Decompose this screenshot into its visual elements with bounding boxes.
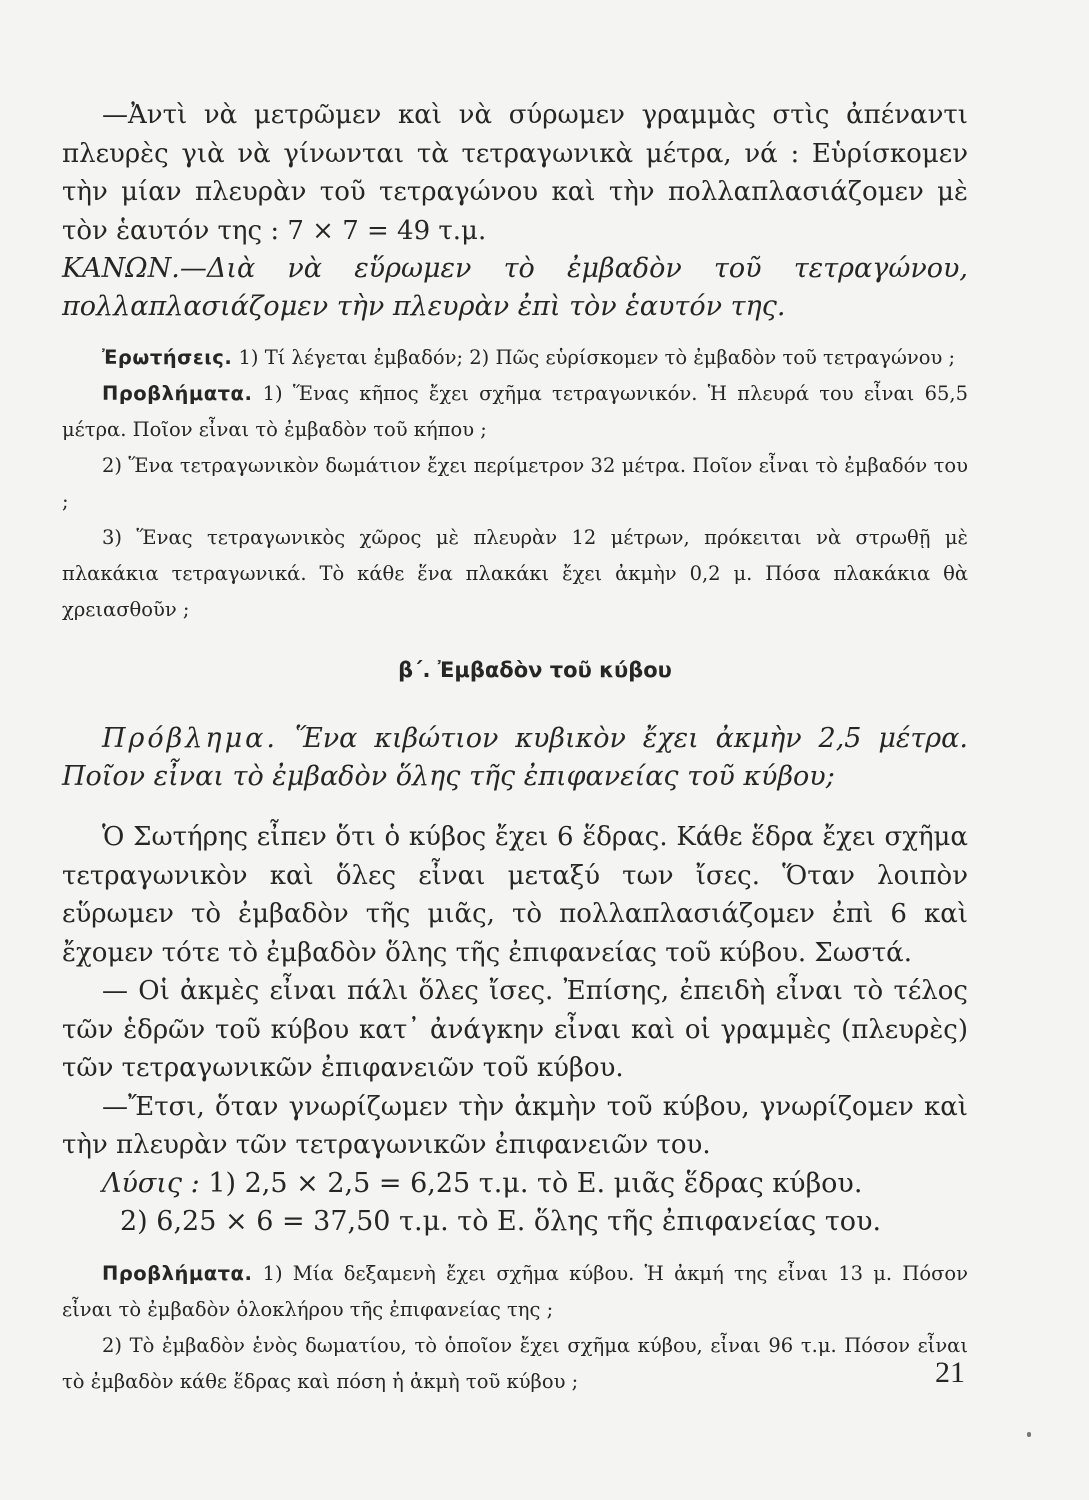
cube-problem-1-text: 1) Μία δεξαμενὴ ἔχει σχῆμα κύβου. Ἡ ἀκμή της εἶναι 13 μ. Πόσον εἶναι τὸ ἐμβαδὸν ὁλοκλήρου τῆς ἐπιφανείας της ; <box>62 1261 968 1321</box>
explanation-paragraph-1: Ὁ Σωτήρης εἶπεν ὅτι ὁ κύβος ἔχει 6 ἕδρας. Κάθε ἕδρα ἔχει σχῆμα τετραγωνικὸν καὶ ὅλες εἶναι μεταξύ των ἴσες. Ὅταν λοιπὸν εὕρωμεν τὸ ἐμβαδὸν τῆς μιᾶς, τὸ πολλαπλασιάζομεν ἐπὶ 6 καὶ ἔχομεν τότε τὸ ἐμβαδὸν ὅλης τῆς ἐπιφανείας τοῦ κύβου. Σωστά. <box>62 822 968 968</box>
solution-1-text: 1) 2,5 × 2,5 = 6,25 τ.μ. τὸ Ε. μιᾶς ἕδρας κύβου. <box>208 1167 863 1199</box>
section-title: β΄. Ἐμβαδὸν τοῦ κύβου <box>398 658 672 682</box>
problems-2-label: Προβλήματα. <box>102 1261 253 1285</box>
cube-problem-2-paragraph: 2) Τὸ ἐμβαδὸν ἑνὸς δωματίου, τὸ ὁποῖον ἔχει σχῆμα κύβου, εἶναι 96 τ.μ. Πόσον εἶναι τὸ ἐμβαδὸν κάθε ἕδρας καὶ πόση ἡ ἀκμὴ τοῦ κύβου ; <box>62 1333 968 1393</box>
problem-1-text: 1) Ἕνας κῆπος ἔχει σχῆμα τετραγωνικόν. Ἡ πλευρά του εἶναι 65,5 μέτρα. Ποῖον εἶναι τὸ ἐμβαδὸν τοῦ κήπου ; <box>62 382 968 441</box>
problems-label: Προβλήματα. <box>102 382 253 405</box>
problem-2-paragraph: 2) Ἕνα τετραγωνικὸν δωμάτιον ἔχει περίμετρον 32 μέτρα. Ποῖον εἶναι τὸ ἐμβαδόν του ; <box>62 454 968 513</box>
cube-problem-1-paragraph <box>62 1256 968 1328</box>
solution-line-2: 2) 6,25 × 6 = 37,50 τ.μ. τὸ Ε. ὅλης τῆς ἐπιφανείας του. <box>120 1206 882 1237</box>
page-body <box>62 96 968 1400</box>
cube-problem-paragraph <box>62 720 968 796</box>
intro-paragraph: —Ἀντὶ νὰ μετρῶμεν καὶ νὰ σύρωμεν γραμμὰς στὶς ἀπέναντι πλευρὲς γιὰ νὰ γίνωνται τὰ τετραγωνικὰ μέτρα, νά : Εὑρίσκομεν τὴν μίαν πλευρὰν τοῦ τετραγώνου καὶ τὴν πολλαπλασιάζομεν μὲ τὸν ἑαυτόν της : 7 × 7 = 49 τ.μ. <box>62 100 968 246</box>
speck <box>1027 1432 1031 1437</box>
solution-label: Λύσις : <box>102 1167 200 1199</box>
solution-line-1 <box>62 1165 968 1204</box>
rule-paragraph <box>62 250 968 326</box>
cube-problem-text: Ἕνα κιβώτιον κυβικὸν ἔχει ἀκμὴν 2,5 μέτρα. Ποῖον εἶναι τὸ ἐμβαδὸν ὅλης τῆς ἐπιφανείας τοῦ κύβου; <box>62 723 968 792</box>
cube-problem-label: Πρόβλημα. <box>102 723 278 754</box>
questions-paragraph <box>62 340 968 376</box>
rule-label: ΚΑΝΩΝ. <box>62 253 180 284</box>
page-number: 21 <box>935 1356 965 1389</box>
explanation-paragraph-2: — Οἱ ἀκμὲς εἶναι πάλι ὅλες ἴσες. Ἐπίσης, ἐπειδὴ εἶναι τὸ τέλος τῶν ἑδρῶν τοῦ κύβου κατ᾿ ἀνάγκην εἶναι καὶ οἱ γραμμὲς (πλευρὲς) τῶν τετραγωνικῶν ἐπιφανειῶν τοῦ κύβου. <box>62 976 968 1083</box>
explanation-paragraph-3: —Ἔτσι, ὅταν γνωρίζωμεν τὴν ἀκμὴν τοῦ κύβου, γνωρίζομεν καὶ τὴν πλευρὰν τῶν τετραγωνικῶν ἐπιφανειῶν του. <box>62 1091 968 1160</box>
problem-1-paragraph <box>62 376 968 448</box>
problem-3-paragraph: 3) Ἕνας τετραγωνικὸς χῶρος μὲ πλευρὰν 12 μέτρων, πρόκειται νὰ στρωθῇ μὲ πλακάκια τετραγωνικά. Τὸ κάθε ἕνα πλακάκι ἔχει ἀκμὴν 0,2 μ. Πόσα πλακάκια θὰ χρειασθοῦν ; <box>62 526 968 621</box>
questions-label: Ἐρωτήσεις. <box>102 346 233 369</box>
questions-text: 1) Τί λέγεται ἐμβαδόν; 2) Πῶς εὑρίσκομεν τὸ ἐμβαδὸν τοῦ τετραγώνου ; <box>238 346 956 369</box>
rule-text: —Διὰ νὰ εὕρωμεν τὸ ἐμβαδὸν τοῦ τετραγώνου, πολλαπλασιάζομεν τὴν πλευρὰν ἐπὶ τὸν ἑαυτόν της. <box>62 253 968 322</box>
